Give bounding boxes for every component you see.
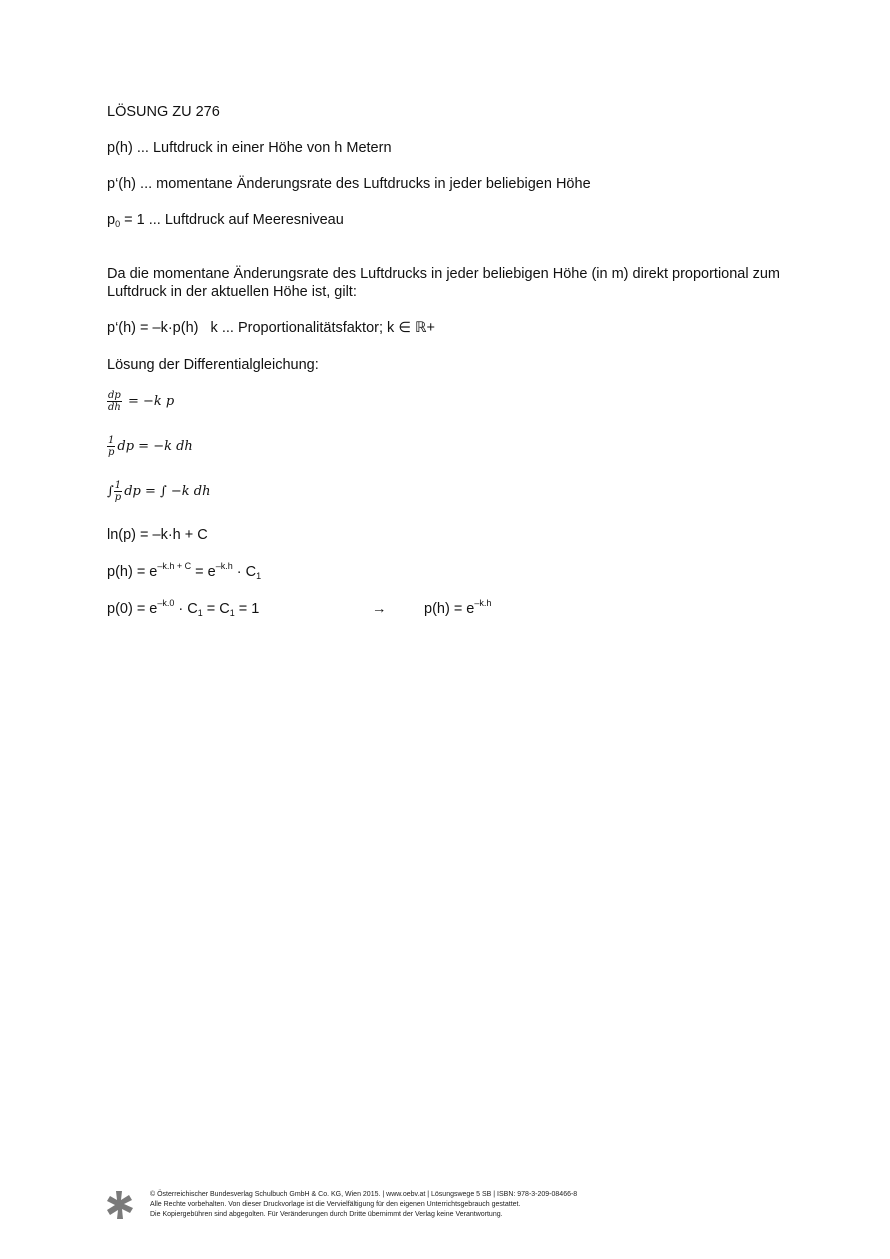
rhs: dp = ∫ −k dh (124, 484, 211, 499)
math-step-5 (107, 563, 261, 581)
math-step-6 (107, 600, 259, 618)
definition-text: ... momentane Änderungsrate des Luftdrucks in jeder beliebigen Höhe (136, 176, 591, 192)
definition-derivative (107, 175, 591, 193)
footer-line: Die Kopiergebühren sind abgegolten. Für Veränderungen durch Dritte übernimmt der Verlag keine Verantwortung. (150, 1211, 503, 1218)
definition-symbol: p‘(h) (107, 176, 137, 192)
footer-copyright (150, 1190, 577, 1220)
integral-sign: ∫ (107, 484, 114, 499)
math-step-4: ln(p) = –k·h + C (107, 527, 208, 543)
definition-symbol: p (107, 212, 116, 228)
math-step-1 (107, 390, 174, 413)
expr-part: p(h) = e (107, 564, 158, 580)
superscript: –k.0 (157, 598, 175, 608)
superscript: –k.h (215, 561, 233, 571)
page-heading: LÖSUNG ZU 276 (107, 104, 220, 120)
solution-label: Lösung der Differentialgleichung: (107, 357, 319, 373)
math-step-3 (107, 480, 211, 503)
expr-part: p(h) = e (424, 601, 475, 617)
expr-part: = C (202, 601, 230, 617)
superscript: –k.h + C (157, 561, 192, 571)
subscript: 1 (256, 571, 262, 581)
footer-line: © Österreichischer Bundesverlag Schulbuch GmbH & Co. KG, Wien 2015. | www.oebv.at | Lösungswege 5 SB | ISBN: 978-3-209-08466-8 (150, 1191, 578, 1198)
final-result (424, 600, 491, 618)
fraction (107, 390, 122, 413)
superscript: –k.h (474, 598, 492, 608)
definition-symbol: p(h) (107, 140, 133, 156)
expr-part: = 1 (234, 601, 260, 617)
definition-text: = 1 ... Luftdruck auf Meeresniveau (120, 212, 344, 228)
differential-equation: p‘(h) = –k·p(h) k ... Proportionalitätsfaktor; k ∈ ℝ+ (107, 320, 435, 336)
fraction (114, 480, 122, 503)
definition-ph (107, 139, 392, 157)
publisher-logo-icon (104, 1190, 136, 1220)
denominator: dh (108, 402, 121, 413)
subscript: 1 (229, 608, 235, 618)
fraction (107, 435, 115, 458)
math-step-2 (107, 435, 193, 458)
definition-p0 (107, 211, 344, 229)
expr-part: = e (191, 564, 216, 580)
footer-line: Alle Rechte vorbehalten. Von dieser Druckvorlage ist die Vervielfältigung für den eigenen Unterrichtsgebrauch gestattet. (150, 1201, 521, 1208)
rhs: = −k p (123, 394, 175, 409)
subscript: 1 (197, 608, 203, 618)
numerator: 1 (114, 480, 122, 491)
expr-part: p(0) = e (107, 601, 158, 617)
definition-text: ... Luftdruck in einer Höhe von h Metern (132, 140, 392, 156)
arrow-right-icon: → (372, 601, 387, 617)
explanation-paragraph: Da die momentane Änderungsrate des Luftdrucks in jeder beliebigen Höhe (in m) direkt proportional zum Luftdruck in der aktuellen Höhe ist, gilt: (107, 266, 781, 300)
expr-part: · C (174, 601, 198, 617)
expr-part: · C (232, 564, 257, 580)
numerator: 1 (108, 435, 115, 446)
denominator: p (108, 447, 115, 458)
rhs: dp = −k dh (117, 439, 193, 454)
denominator: p (114, 492, 122, 503)
subscript: 0 (115, 219, 121, 229)
numerator: dp (108, 390, 121, 401)
